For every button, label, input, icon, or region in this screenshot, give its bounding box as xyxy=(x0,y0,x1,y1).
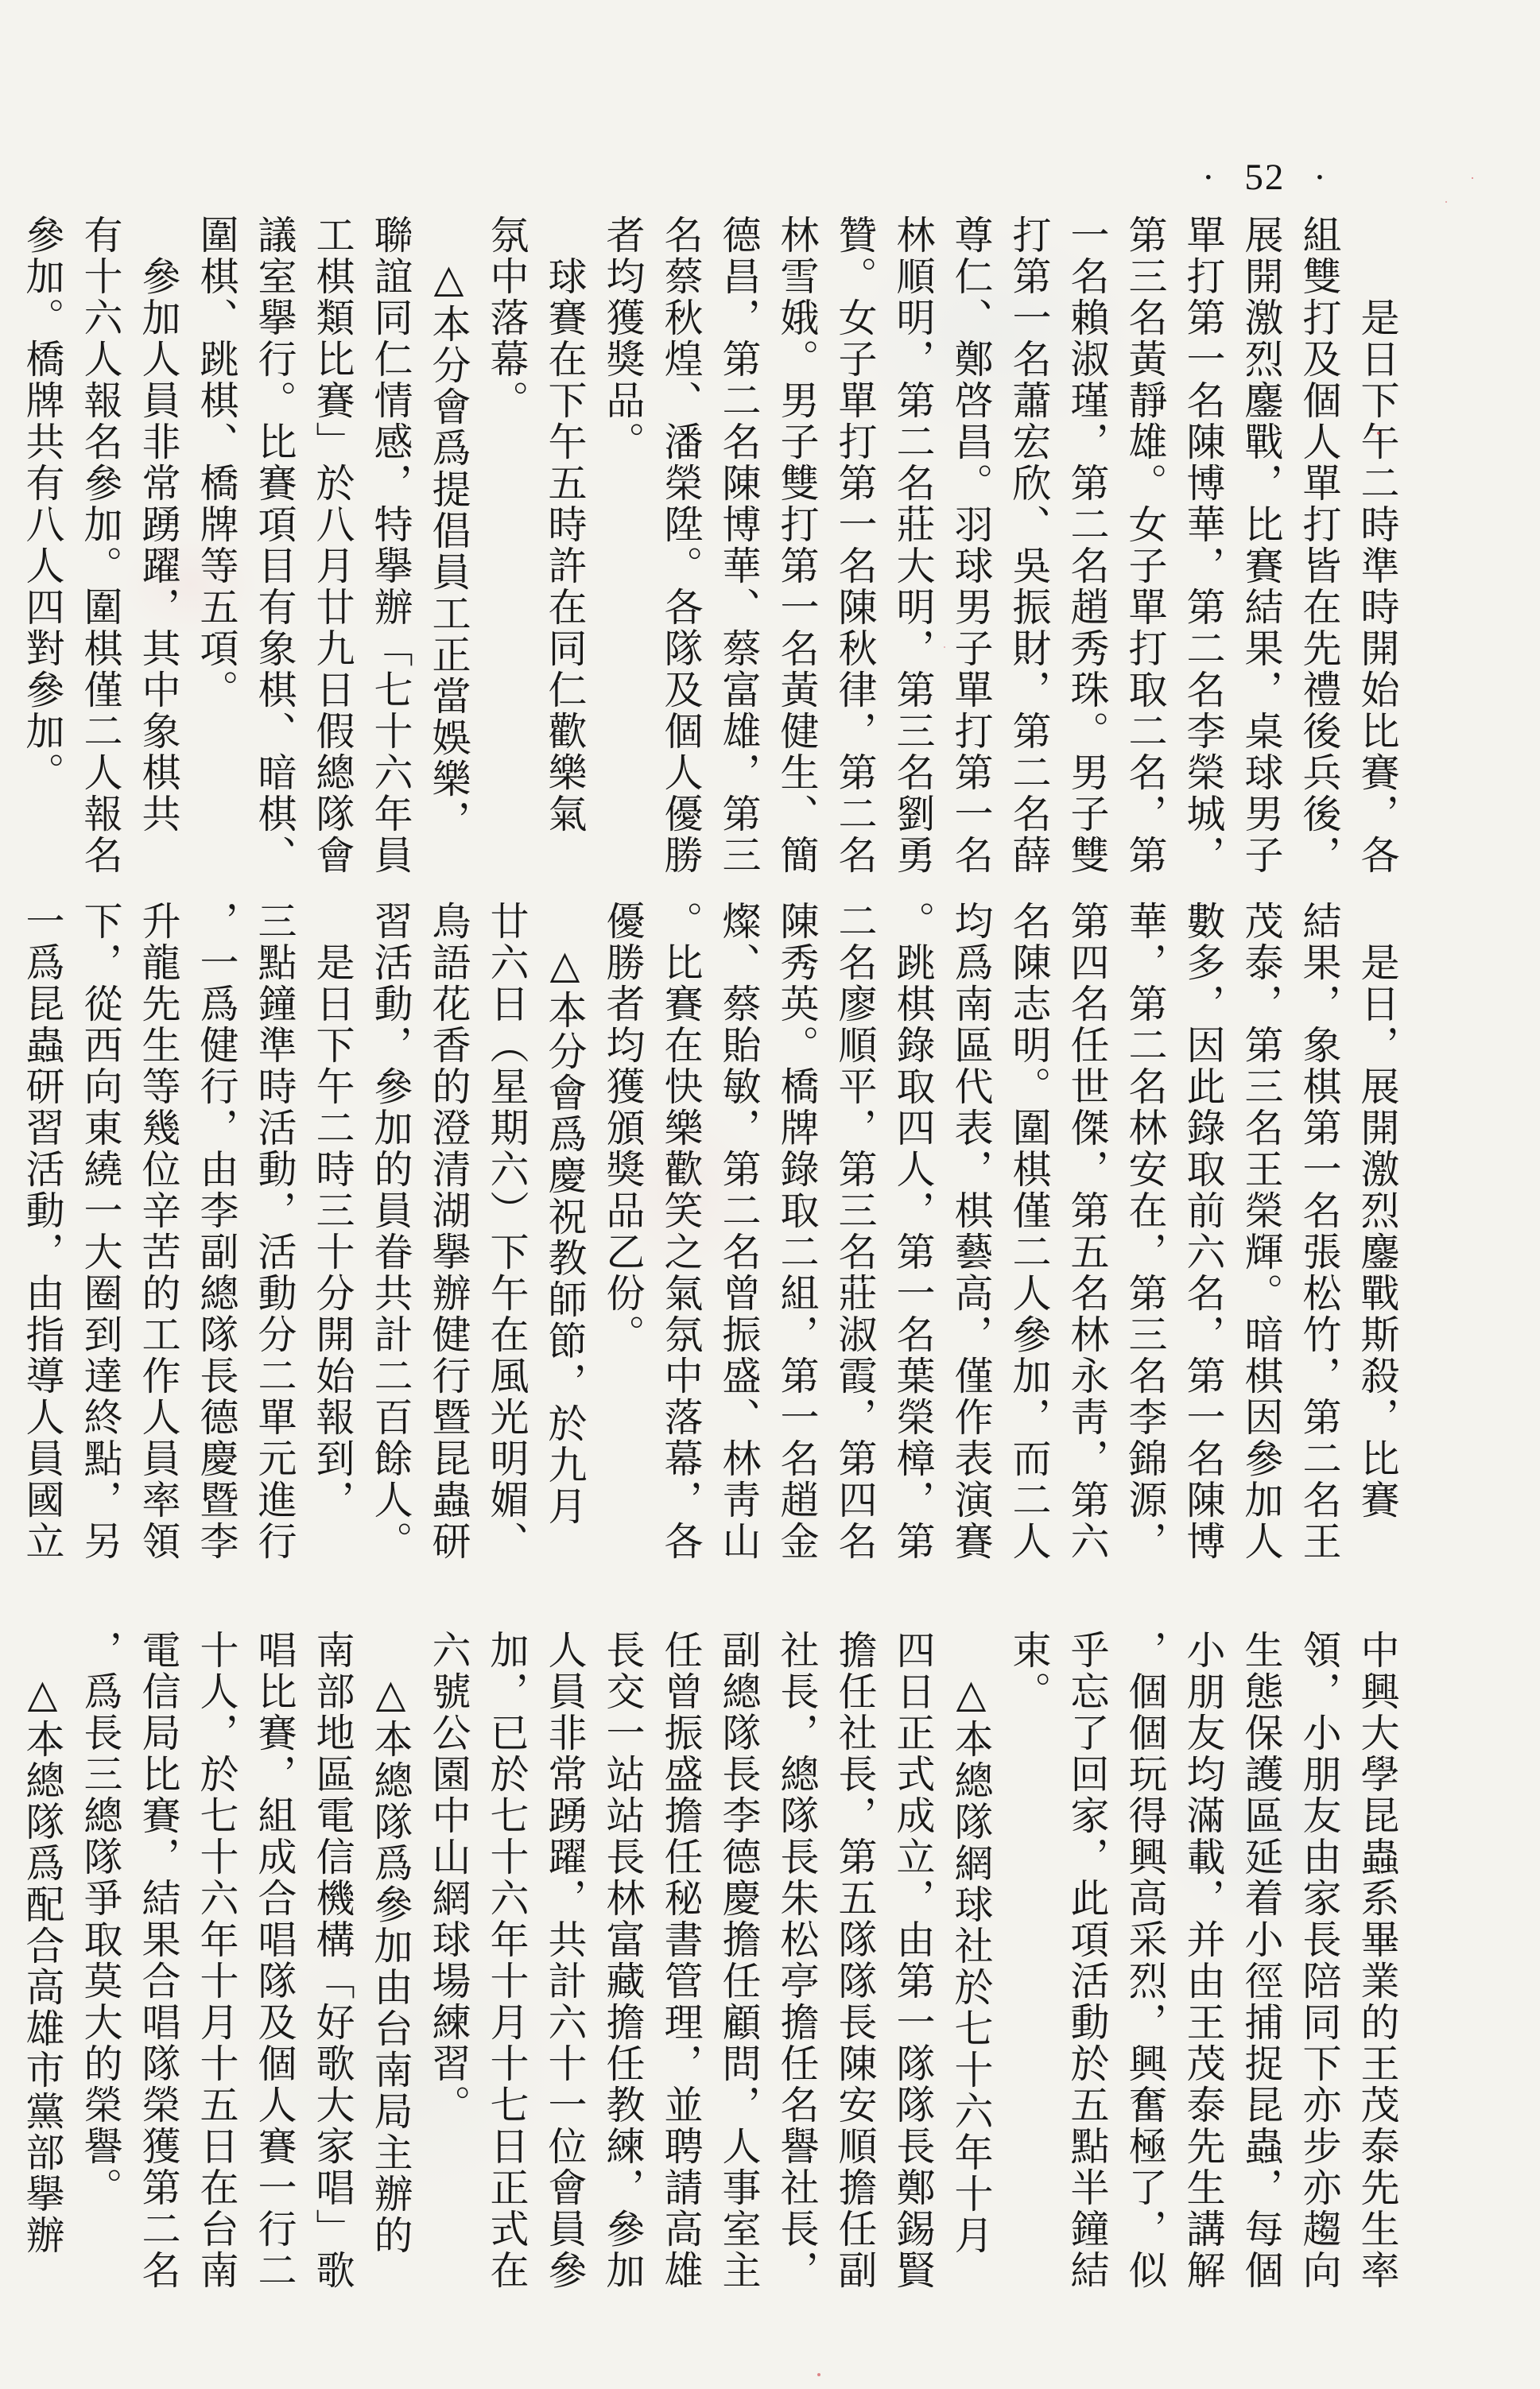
page-number: · 52 · xyxy=(1202,157,1328,198)
text-column: 副總隊長李德慶擔任顧問，人事室主 xyxy=(717,1630,761,2291)
text-column: 議室擧行。比賽項目有象棋、暗棋、 xyxy=(253,215,297,876)
text-column: 擔任社長，第五隊隊長陳安順擔任副 xyxy=(833,1630,877,2291)
text-column: 小朋友均滿載，并由王茂泰先生講解 xyxy=(1181,1630,1225,2291)
text-column: 下，從西向東繞一大圈到達終點，另 xyxy=(79,901,122,1562)
text-column: 參加。橋牌共有八人四對參加。 xyxy=(21,215,64,793)
text-column: 生態保護區延着小徑捕捉昆蟲，每個 xyxy=(1239,1630,1283,2291)
text-column: ，爲長三總隊爭取莫大的榮譽。 xyxy=(79,1630,122,2209)
text-column: △本分會爲慶祝教師節，於九月 xyxy=(543,901,587,1527)
article-band-middle xyxy=(14,901,1406,1600)
text-column: 一名賴淑瑾，第二名趙秀珠。男子雙 xyxy=(1065,215,1109,876)
text-column: 優勝者均獲頒獎品乙份。 xyxy=(601,901,645,1355)
text-column: 社長，總隊長朱松亭擔任名譽社長， xyxy=(775,1630,819,2291)
text-column: 是日下午二時準時開始比賽，各 xyxy=(1356,215,1399,876)
text-column: 華，第二名林安在，第三名李錦源， xyxy=(1123,901,1167,1562)
text-column: △本總隊網球社於七十六年十月 xyxy=(949,1630,993,2256)
text-column: 有十六人報名參加。圍棋僅二人報名 xyxy=(79,215,122,876)
text-column: 林順明，第二名莊大明，第三名劉勇 xyxy=(891,215,935,876)
text-column: 氛中落幕。 xyxy=(485,215,529,421)
text-column: 德昌，第二名陳博華、蔡富雄，第三 xyxy=(717,215,761,876)
text-column: 。比賽在快樂歡笑之氣氛中落幕，各 xyxy=(659,901,703,1562)
text-column: 十人，於七十六年十月十五日在台南 xyxy=(195,1630,239,2291)
article-band-bottom xyxy=(14,1630,1406,2353)
text-column: 燦、蔡貽敏，第二名曾振盛、林靑山 xyxy=(717,901,761,1562)
text-column: △本分會爲提倡員工正當娛樂， xyxy=(427,215,471,841)
text-column: 茂泰，第三名王榮輝。暗棋因參加人 xyxy=(1239,901,1283,1562)
text-column: 中興大學昆蟲系畢業的王茂泰先生率 xyxy=(1356,1630,1399,2291)
text-column: 三點鐘準時活動，活動分二單元進行 xyxy=(253,901,297,1562)
text-column: 打第一名蕭宏欣、吳振財，第二名薛 xyxy=(1007,215,1051,876)
text-column: 一爲昆蟲研習活動，由指導人員國立 xyxy=(21,901,64,1562)
text-column: 南部地區電信機構「好歌大家唱」歌 xyxy=(311,1630,355,2291)
text-column: 數多，因此錄取前六名，第一名陳博 xyxy=(1181,901,1225,1562)
article-band-top xyxy=(14,215,1406,884)
text-column: △本總隊爲配合高雄市黨部擧辦 xyxy=(21,1630,64,2256)
text-column: 長交一站站長林富藏擔任教練，參加 xyxy=(601,1630,645,2291)
text-column: ，一爲健行，由李副總隊長德慶暨李 xyxy=(195,901,239,1562)
text-column: 工棋類比賽」於八月廿九日假總隊會 xyxy=(311,215,355,876)
text-column: 任曾振盛擔任秘書管理，並聘請高雄 xyxy=(659,1630,703,2291)
text-column: 束。 xyxy=(1007,1630,1051,1712)
text-column: 。跳棋錄取四人，第一名葉榮樟，第 xyxy=(891,901,935,1562)
text-column: 名蔡秋煌、潘榮陞。各隊及個人優勝 xyxy=(659,215,703,876)
text-column: 習活動，參加的員眷共計二百餘人。 xyxy=(369,901,413,1562)
text-column: 四日正式成立，由第一隊隊長鄭錫賢 xyxy=(891,1630,935,2291)
text-column: 乎忘了回家，此項活動於五點半鐘結 xyxy=(1065,1630,1109,2291)
text-column: 球賽在下午五時許在同仁歡樂氣 xyxy=(543,215,587,835)
text-column: 唱比賽，組成合唱隊及個人賽一行二 xyxy=(253,1630,297,2291)
text-column: 第四名任世傑，第五名林永靑，第六 xyxy=(1065,901,1109,1562)
text-column: 均爲南區代表，棋藝高，僅作表演賽 xyxy=(949,901,993,1562)
text-column: 組雙打及個人單打皆在先禮後兵後， xyxy=(1298,215,1341,876)
text-column: 展開激烈鏖戰，比賽結果，桌球男子 xyxy=(1239,215,1283,876)
text-column: 電信局比賽，結果合唱隊榮獲第二名 xyxy=(137,1630,180,2291)
text-column: 陳秀英。橋牌錄取二組，第一名趙金 xyxy=(775,901,819,1562)
text-column: 加，已於七十六年十月十七日正式在 xyxy=(485,1630,529,2291)
text-column: 尊仁、鄭啓昌。羽球男子單打第一名 xyxy=(949,215,993,876)
text-column: 鳥語花香的澄清湖擧辦健行暨昆蟲研 xyxy=(427,901,471,1562)
text-column: 圍棋、跳棋、橋牌等五項。 xyxy=(195,215,239,711)
text-column: ，個個玩得興高采烈，興奮極了，似 xyxy=(1123,1630,1167,2291)
text-column: 二名廖順平，第三名莊淑霞，第四名 xyxy=(833,901,877,1562)
text-column: 人員非常踴躍，共計六十一位會員參 xyxy=(543,1630,587,2291)
text-column: 單打第一名陳博華，第二名李榮城， xyxy=(1181,215,1225,876)
text-column: 贊。女子單打第一名陳秋律，第二名 xyxy=(833,215,877,876)
text-column: 是日，展開激烈鏖戰斯殺，比賽 xyxy=(1356,901,1399,1521)
text-column: 六號公園中山網球場練習。 xyxy=(427,1630,471,2126)
text-column: 參加人員非常踴躍，其中象棋共 xyxy=(137,215,180,835)
text-column: △本總隊爲參加由台南局主辦的 xyxy=(369,1630,413,2256)
text-column: 升龍先生等幾位辛苦的工作人員率領 xyxy=(137,901,180,1562)
text-column: 結果，象棋第一名張松竹，第二名王 xyxy=(1298,901,1341,1562)
text-column: 廿六日（星期六）下午在風光明媚、 xyxy=(485,901,529,1562)
text-column: 名陳志明。圍棋僅二人參加，而二人 xyxy=(1007,901,1051,1562)
text-column: 林雪娥。男子雙打第一名黃健生、簡 xyxy=(775,215,819,876)
text-column: 第三名黃靜雄。女子單打取二名，第 xyxy=(1123,215,1167,876)
text-column: 聯誼同仁情感，特擧辦「七十六年員 xyxy=(369,215,413,876)
text-column: 領，小朋友由家長陪同下亦步亦趨向 xyxy=(1298,1630,1341,2291)
text-column: 者均獲獎品。 xyxy=(601,215,645,463)
text-column: 是日下午二時三十分開始報到， xyxy=(311,901,355,1521)
